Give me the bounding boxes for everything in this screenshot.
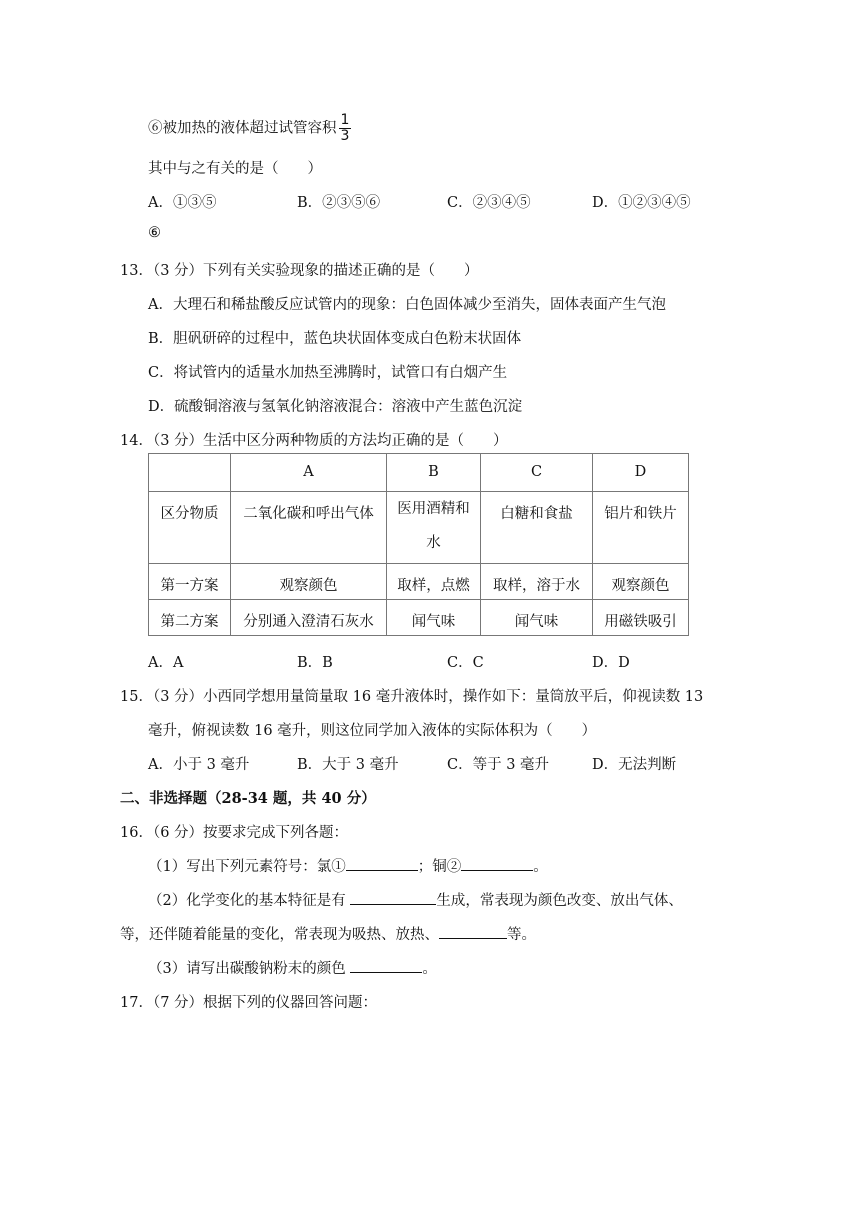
q15-stem-line2: 毫升，俯视读数 16 毫升，则这位同学加入液体的实际体积为（ ）: [148, 723, 597, 739]
answer-blank-new-substance[interactable]: [350, 890, 436, 905]
answer-blank-color[interactable]: [350, 958, 422, 973]
table-cell: [387, 492, 481, 564]
q15-stem-line1: 15．（3 分）小西同学想用量筒量取 16 毫升液体时，操作如下：量筒放平后，仰视读数 13: [120, 689, 704, 705]
table-cell: 闻气味: [387, 600, 481, 636]
table-header-d: D: [593, 454, 689, 492]
q16-part2-line1: [148, 889, 683, 910]
q12-option-c[interactable]: C．②③④⑤: [447, 195, 531, 211]
table-cell: 取样，溶于水: [481, 564, 593, 600]
answer-blank-energy[interactable]: [439, 924, 507, 939]
answer-blank-chlorine[interactable]: [346, 856, 418, 871]
q14-option-d[interactable]: D．D: [592, 655, 630, 671]
table-header-b: B: [387, 454, 481, 492]
q16-part2-text: 生成，常表现为颜色改变、放出气体、: [436, 893, 683, 909]
q16-part3-text: （3）请写出碳酸钠粉末的颜色: [148, 961, 351, 977]
q14-option-b[interactable]: B．B: [297, 655, 333, 671]
q15-option-b[interactable]: B．大于 3 毫升: [297, 757, 399, 773]
q16-part1-text: （1）写出下列元素符号：氯①: [148, 859, 346, 875]
q16-part3: [148, 957, 437, 978]
table-cell: 用磁铁吸引: [593, 600, 689, 636]
q14-option-a[interactable]: A．A: [148, 655, 184, 671]
q14-stem: 14．（3 分）生活中区分两种物质的方法均正确的是（ ）: [120, 433, 508, 449]
q16-part2-line2: [120, 923, 536, 944]
table-cell: 白糖和食盐: [481, 492, 593, 564]
q12-item6-text: ⑥被加热的液体超过试管容积: [148, 120, 337, 137]
table-cell-line: 水: [426, 535, 441, 551]
q17-stem: 17．（7 分）根据下列的仪器回答问题：: [120, 995, 378, 1011]
q13-option-a[interactable]: A．大理石和稀盐酸反应试管内的现象：白色固体减少至消失，固体表面产生气泡: [148, 297, 666, 313]
table-cell: 分别通入澄清石灰水: [231, 600, 387, 636]
q13-stem: 13．（3 分）下列有关实验现象的描述正确的是（ ）: [120, 263, 479, 279]
table-row-label: 第一方案: [149, 564, 231, 600]
q16-part1-text: ；铜②: [417, 859, 462, 875]
table-header-c: C: [481, 454, 593, 492]
q16-part2-text: 等，还伴随着能量的变化，常表现为吸热、放热、: [120, 927, 439, 943]
q16-stem: 16．（6 分）按要求完成下列各题：: [120, 825, 349, 841]
table-cell: 观察颜色: [593, 564, 689, 600]
table-cell: 闻气味: [481, 600, 593, 636]
q15-option-c[interactable]: C．等于 3 毫升: [447, 757, 550, 773]
q12-item6: [148, 113, 351, 144]
q16-part2-text: （2）化学变化的基本特征是有: [148, 893, 351, 909]
table-cell: 二氧化碳和呼出气体: [231, 492, 387, 564]
table-row-label: 第二方案: [149, 600, 231, 636]
table-cell: 取样，点燃: [387, 564, 481, 600]
q15-option-a[interactable]: A．小于 3 毫升: [148, 757, 250, 773]
table-cell: 观察颜色: [231, 564, 387, 600]
table-header-a: A: [231, 454, 387, 492]
q13-option-d[interactable]: D．硫酸铜溶液与氢氧化钠溶液混合：溶液中产生蓝色沉淀: [148, 399, 523, 415]
q13-option-b[interactable]: B．胆矾研碎的过程中，蓝色块状固体变成白色粉末状固体: [148, 331, 522, 347]
q12-option-b[interactable]: B．②③⑤⑥: [297, 195, 381, 211]
q14-table: [148, 453, 689, 636]
q12-option-d-wrap: ⑥: [148, 225, 161, 241]
q16-part1: [148, 855, 548, 876]
fraction-one-third: [339, 113, 352, 144]
q16-part3-text: 。: [422, 961, 437, 977]
table-cell-line: 医用酒精和: [397, 501, 470, 517]
section-title: 二、非选择题（28-34 题，共 40 分）: [120, 790, 376, 807]
q12-option-d[interactable]: D．①②③④⑤: [592, 195, 691, 211]
q12-question: 其中与之有关的是（ ）: [148, 161, 322, 177]
fraction-numerator: 1: [340, 112, 350, 128]
q14-option-c[interactable]: C．C: [447, 655, 484, 671]
table-row-label: 区分物质: [149, 492, 231, 564]
q13-option-c[interactable]: C．将试管内的适量水加热至沸腾时，试管口有白烟产生: [148, 365, 508, 381]
q16-part2-text: 等。: [507, 927, 536, 943]
table-corner: [149, 454, 231, 492]
q16-part1-text: 。: [533, 859, 548, 875]
answer-blank-copper[interactable]: [461, 856, 533, 871]
fraction-denominator: 3: [340, 128, 350, 144]
q12-option-a[interactable]: A．①③⑤: [148, 195, 217, 211]
q15-option-d[interactable]: D．无法判断: [592, 757, 677, 773]
table-cell: 铝片和铁片: [593, 492, 689, 564]
